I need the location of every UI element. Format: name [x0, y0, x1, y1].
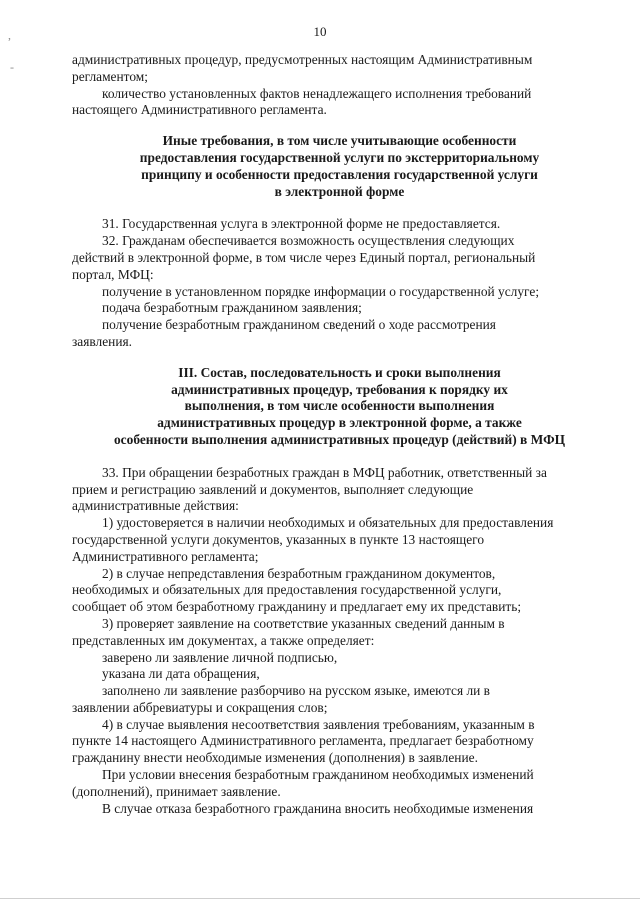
- list-item-status: получение безработным гражданином сведений о ходе рассмотрения заявления.: [72, 317, 496, 349]
- paragraph-accept: При условии внесения безработным гражданином необходимых изменений (дополнений), принимает заявление.: [72, 767, 534, 799]
- document-body: [72, 52, 607, 817]
- scan-mark-top: ,: [8, 28, 11, 42]
- paragraph-procedures-cont: административных процедур, предусмотренных настоящим Административным регламентом;: [72, 52, 533, 84]
- bottom-divider: [0, 898, 640, 899]
- heading-other-requirements: Иные требования, в том числе учитывающие особенности предоставления государственной услуги по экстерриториальному принципу и особенности предоставления государственной услуги в электронной форме: [139, 133, 540, 199]
- heading-section-3: III. Состав, последовательность и сроки выполнения административных процедур, требования к порядку их выполнения, в том числе особенности выполнения административных процедур в электронной форме, а также особенности выполнения административных процедур (действий) в МФЦ: [113, 364, 566, 447]
- paragraph-31: 31. Государственная услуга в электронной форме не предоставляется.: [102, 216, 501, 232]
- paragraph-violations-count: количество установленных фактов ненадлежащего исполнения требований настоящего Административного регламента.: [72, 85, 532, 118]
- paragraph-refusal: В случае отказа безработного гражданина вносить необходимые изменения: [102, 800, 534, 816]
- list-item-3: 3) проверяет заявление на соответствие указанных сведений данным в представленных им документах, а также определяет:: [72, 615, 505, 648]
- paragraph-33: 33. При обращении безработных граждан в МФЦ работник, ответственный за прием и регистрацию заявлений и документов, выполняет следующие административные действия:: [72, 464, 547, 514]
- check-date: указана ли дата обращения,: [102, 666, 260, 682]
- scan-mark-left: -: [10, 60, 14, 74]
- list-item-1: 1) удостоверяется в наличии необходимых и обязательных для предоставления государственной услуги документов, указанных в пункте 13 настоящего Административного регламента;: [72, 515, 554, 564]
- page-number: 10: [313, 24, 327, 39]
- list-item-info: получение в установленном порядке информации о государственной услуге;: [102, 283, 540, 299]
- paragraph-32: 32. Гражданам обеспечивается возможность осуществления следующих действий в электронной форме, в том числе через Единый портал, региональный портал, МФЦ:: [72, 233, 536, 282]
- list-item-application: подача безработным гражданином заявления;: [102, 300, 362, 316]
- list-item-4: 4) в случае выявления несоответствия заявления требованиям, указанным в пункте 14 настоящего Административного регламента, предлагает безработному гражданину внести необходимые изменения (дополнения) в заявление.: [72, 716, 535, 766]
- list-item-2: 2) в случае непредставления безработным гражданином документов, необходимых и обязательных для предоставления государственной услуги, сообщает об этом безработному гражданину и предлагает ему их представить;: [72, 565, 522, 615]
- check-legibility: заполнено ли заявление разборчиво на русском языке, имеются ли в заявлении аббревиатуры и сокращения слов;: [72, 683, 490, 715]
- check-signature: заверено ли заявление личной подписью,: [102, 649, 338, 665]
